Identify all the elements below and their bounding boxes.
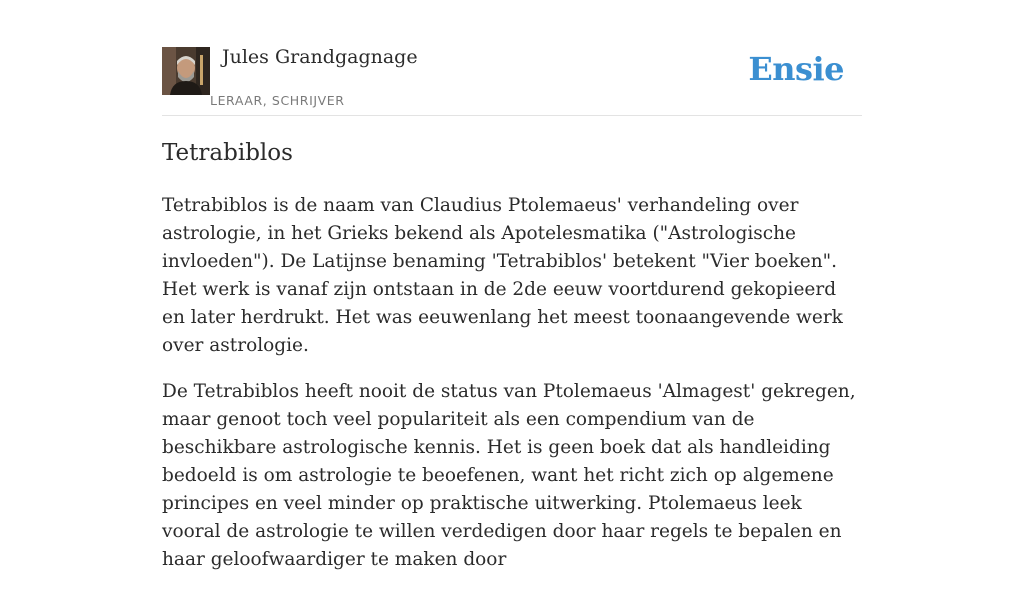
author-photo-icon	[162, 47, 210, 95]
author-name[interactable]: Jules Grandgagnage	[222, 46, 418, 68]
ensie-logo[interactable]: Ensie	[748, 50, 844, 88]
author-role: LERAAR, SCHRIJVER	[210, 93, 345, 108]
article-card	[162, 0, 862, 570]
author-header	[162, 0, 862, 116]
avatar[interactable]	[162, 47, 210, 95]
page-title: Tetrabiblos	[162, 140, 293, 166]
article-paragraph: De Tetrabiblos heeft nooit de status van Ptolemaeus 'Almagest' gekregen, maar genoot toch veel populariteit als een compendium van de beschikbare astrologische kennis. Het is geen boek dat als handleiding bedoeld is om astrologie te beoefenen, want het richt zich op algemene principes en veel minder op praktische uitwerking. Ptolemaeus leek vooral de astrologie te willen verdedigen door haar regels te bepalen en haar geloofwaardiger te maken door	[162, 381, 856, 570]
article-body	[162, 192, 862, 592]
article-paragraph: Tetrabiblos is de naam van Claudius Ptolemaeus' verhandeling over astrologie, in het Grieks bekend als Apotelesmatika ("Astrologische invloeden"). De Latijnse benaming 'Tetrabiblos' betekent "Vier boeken". Het werk is vanaf zijn ontstaan in de 2de eeuw voortdurend gekopieerd en later herdrukt. Het was eeuwenlang het meest toonaangevende werk over astrologie.	[162, 195, 843, 356]
